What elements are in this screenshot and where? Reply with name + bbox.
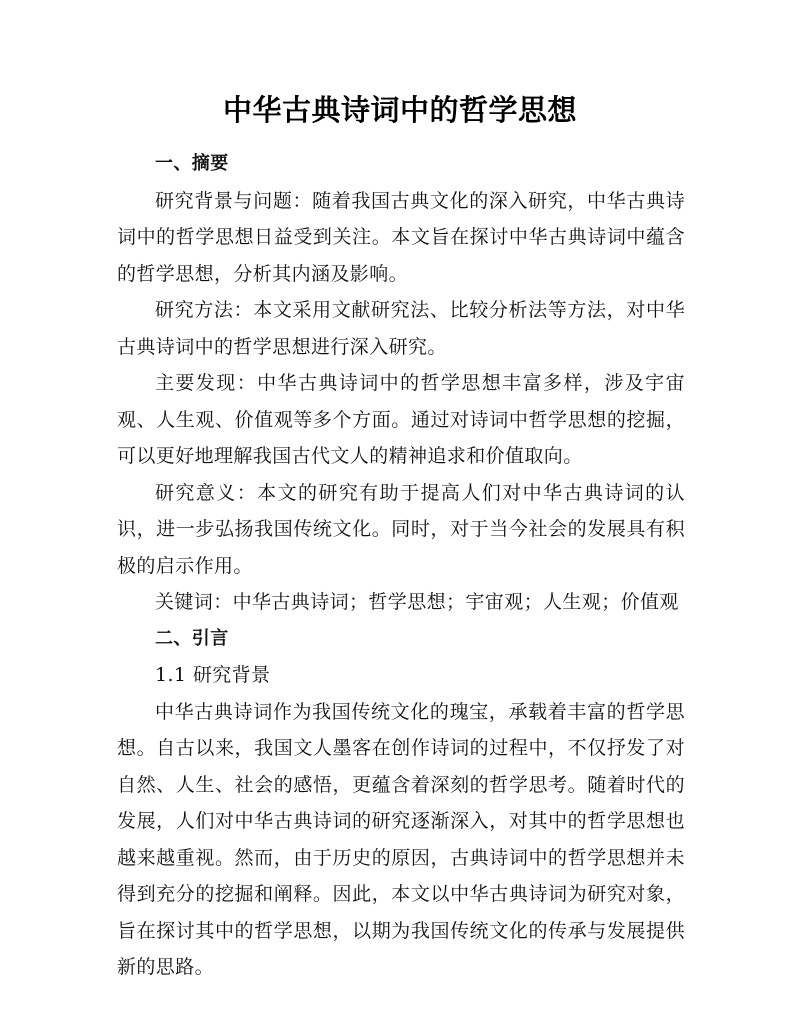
abstract-methods-paragraph: 研究方法：本文采用文献研究法、比较分析法等方法，对中华古典诗词中的哲学思想进行深入研究。 (117, 299, 685, 358)
document-title: 中华古典诗词中的哲学思想 (222, 93, 577, 127)
abstract-background-paragraph: 研究背景与问题：随着我国古典文化的深入研究，中华古典诗词中的哲学思想日益受到关注。本文旨在探讨中华古典诗词中蕴含的哲学思想，分析其内涵及影响。 (117, 189, 685, 285)
introduction-heading: 二、引言 (155, 627, 229, 649)
document-body (117, 146, 685, 986)
research-background-paragraph: 中华古典诗词作为我国传统文化的瑰宝，承载着丰富的哲学思想。自古以来，我国文人墨客在创作诗词的过程中，不仅抒发了对自然、人生、社会的感悟，更蕴含着深刻的哲学思考。随着时代的发展，人们对中华古典诗词的研究逐渐深入，对其中的哲学思想也越来越重视。然而，由于历史的原因，古典诗词中的哲学思想并未得到充分的挖掘和阐释。因此，本文以中华古典诗词为研究对象，旨在探讨其中的哲学思想，以期为我国传统文化的传承与发展提供新的思路。 (117, 700, 685, 978)
abstract-findings-paragraph: 主要发现：中华古典诗词中的哲学思想丰富多样，涉及宇宙观、人生观、价值观等多个方面。通过对诗词中哲学思想的挖掘，可以更好地理解我国古代文人的精神追求和价值取向。 (117, 372, 685, 467)
keywords-line: 关键词：中华古典诗词；哲学思想；宇宙观；人生观；价值观 (155, 591, 679, 613)
abstract-significance-paragraph: 研究意义：本文的研究有助于提高人们对中华古典诗词的认识，进一步弘扬我国传统文化。同时，对于当今社会的发展具有积极的启示作用。 (117, 481, 685, 577)
research-background-subheading: 1.1 研究背景 (155, 664, 271, 686)
abstract-heading: 一、摘要 (155, 153, 229, 174)
